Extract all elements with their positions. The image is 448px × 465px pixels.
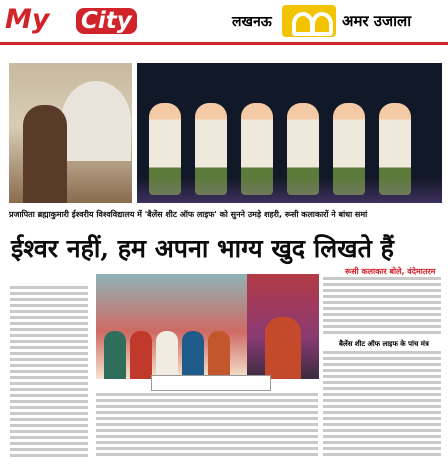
logo-my: My [5,4,50,35]
article-body-column [96,393,318,458]
person-figure [156,331,178,379]
stage-lighting [137,177,442,203]
person-figure [208,331,230,379]
sidebar-body [323,277,441,337]
logo-city: City [76,8,137,34]
person-figure [182,331,204,379]
masthead-rule [0,42,448,45]
person-figure [104,331,126,379]
article-body-column [10,286,88,458]
sidebar-heading: रूसी कलाकार बोले, वंदेमातरम [345,267,436,276]
article-headline: ईश्वर नहीं, हम अपना भाग्य खुद लिखते हैं [11,234,394,263]
person-figure [130,331,152,379]
photo-event [96,274,247,379]
person-figure [265,317,301,379]
brand-name: अमर उजाला [342,12,412,30]
edition-label: लखनऊ [232,14,272,30]
monument-shape [61,81,131,161]
masthead [0,0,448,46]
photo-guest [247,274,319,379]
sidebar-body [323,351,441,459]
singer-figure [23,105,67,203]
photo-singer [9,63,132,203]
article-strap: प्रजापिता ब्रह्माकुमारी ईश्वरीय विश्वविद्यालय में 'बैलेंस शीट ऑफ लाइफ' को सुनने उमड़े शहरी, रूसी कलाकारों ने बांधा समां [9,210,368,219]
sidebar-subheading: बैलेंस शीट ऑफ लाइफ के पांच मंत्र [339,340,429,348]
amar-ujala-logo-icon [282,5,336,37]
photo-caption-mid [151,375,271,391]
photo-dancers [137,63,442,203]
